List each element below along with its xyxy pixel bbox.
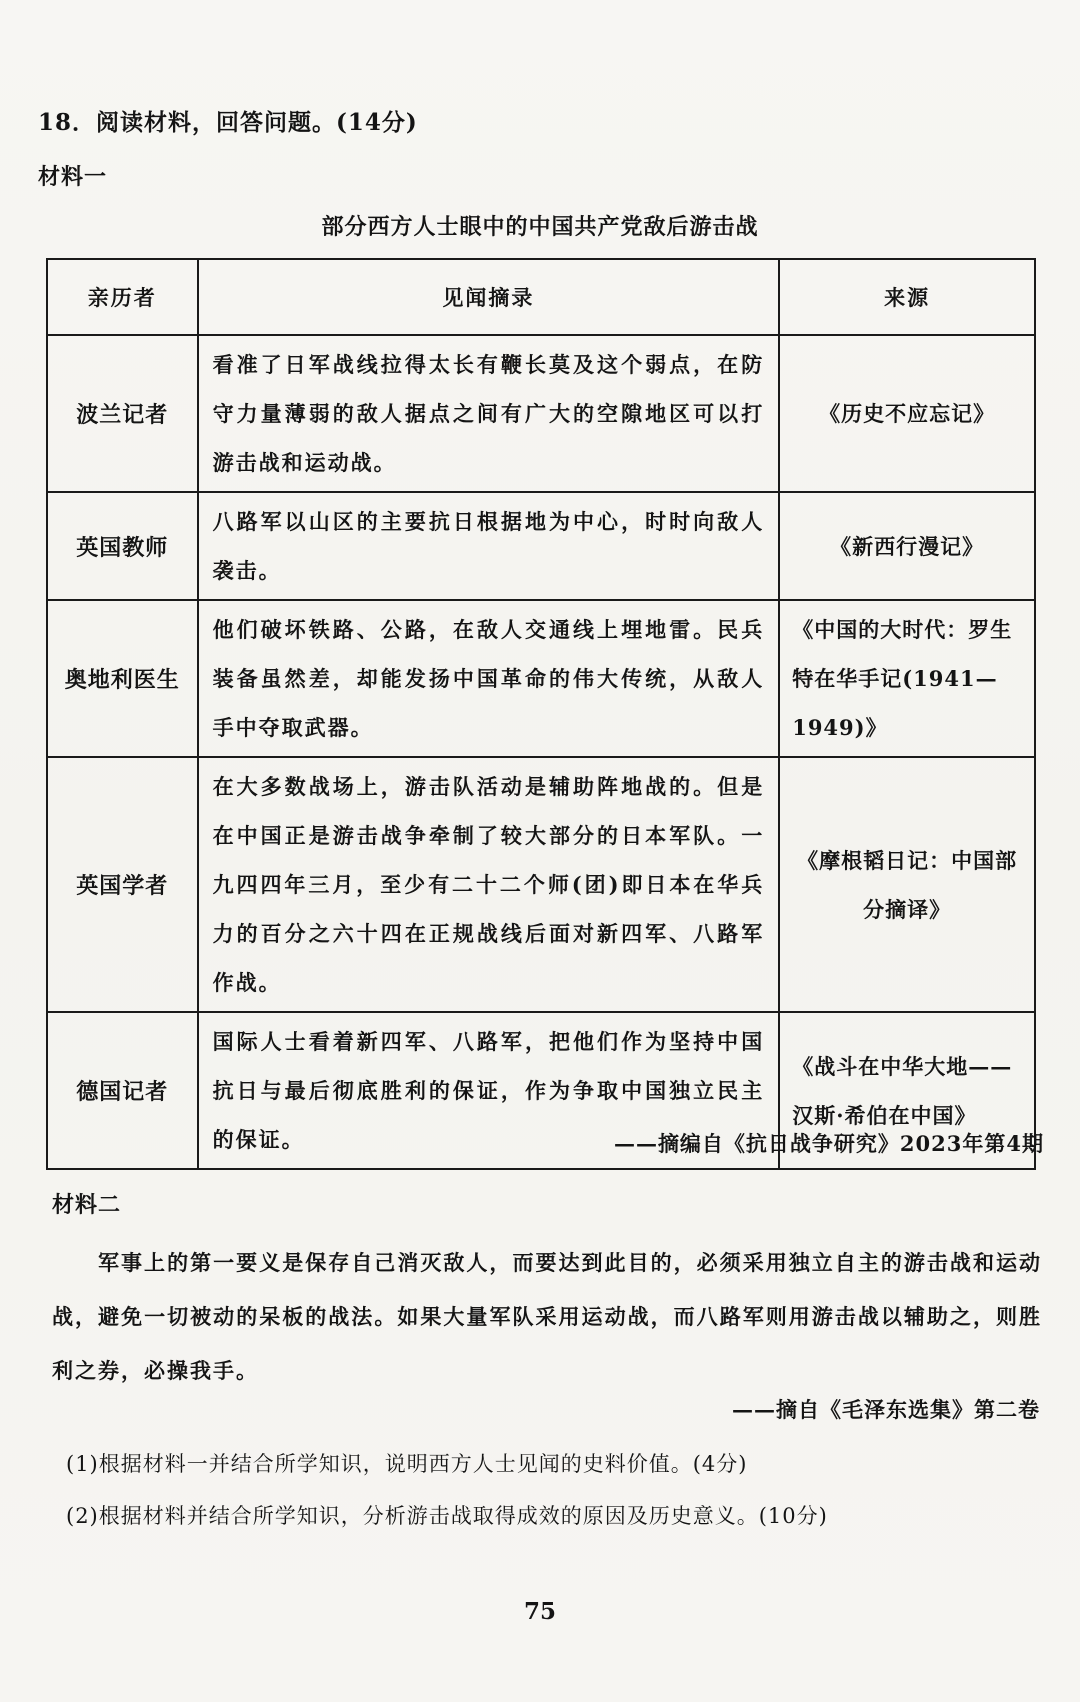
row-source: 《战斗在中华大地——汉斯·希伯在中国》 bbox=[779, 1012, 1035, 1169]
material-one-citation: ——摘编自《抗日战争研究》2023年第4期 bbox=[613, 1131, 1044, 1156]
question-title: 18．阅读材料，回答问题。(14分) bbox=[38, 109, 418, 136]
table-caption: 部分西方人士眼中的中国共产党敌后游击战 bbox=[321, 214, 759, 240]
row-source: 《中国的大时代：罗生特在华手记(1941—1949)》 bbox=[779, 600, 1035, 757]
material-two-citation: ——摘自《毛泽东选集》第二卷 bbox=[732, 1397, 1040, 1422]
row-person: 德国记者 bbox=[47, 1012, 198, 1169]
row-person: 英国教师 bbox=[47, 492, 198, 600]
row-excerpt: 他们破坏铁路、公路，在敌人交通线上埋地雷。民兵装备虽然差，却能发扬中国革命的伟大传统，从敌人手中夺取武器。 bbox=[198, 600, 780, 757]
row-person: 英国学者 bbox=[47, 757, 198, 1012]
row-source: 《新西行漫记》 bbox=[779, 492, 1035, 600]
row-person: 波兰记者 bbox=[47, 335, 198, 492]
material-two-label: 材料二 bbox=[52, 1192, 122, 1218]
table-row bbox=[47, 492, 1035, 600]
row-excerpt: 在大多数战场上，游击队活动是辅助阵地战的。但是在中国正是游击战争牵制了较大部分的日本军队。一九四四年三月，至少有二十二个师(团)即日本在华兵力的百分之六十四在正规战线后面对新四军、八路军作战。 bbox=[198, 757, 780, 1012]
table-row bbox=[47, 600, 1035, 757]
material-two-text: 军事上的第一要义是保存自己消灭敌人，而要达到此目的，必须采用独立自主的游击战和运动战，避免一切被动的呆板的战法。如果大量军队采用运动战，而八路军则用游击战以辅助之，则胜利之券，必操我手。 bbox=[52, 1250, 1042, 1383]
row-excerpt: 八路军以山区的主要抗日根据地为中心，时时向敌人袭击。 bbox=[198, 492, 780, 600]
header-person: 亲历者 bbox=[47, 259, 198, 335]
table-row bbox=[47, 757, 1035, 1012]
witness-table bbox=[46, 258, 1036, 1170]
header-excerpt: 见闻摘录 bbox=[198, 259, 780, 335]
page-number: 75 bbox=[523, 1598, 556, 1625]
row-source: 《历史不应忘记》 bbox=[779, 335, 1035, 492]
row-excerpt: 国际人士看着新四军、八路军，把他们作为坚持中国抗日与最后彻底胜利的保证，作为争取中国独立民主的保证。 bbox=[198, 1012, 780, 1169]
row-person: 奥地利医生 bbox=[47, 600, 198, 757]
sub-question-1: (1)根据材料一并结合所学知识，说明西方人士见闻的史料价值。(4分) bbox=[66, 1452, 748, 1476]
table-row bbox=[47, 335, 1035, 492]
row-excerpt: 看准了日军战线拉得太长有鞭长莫及这个弱点，在防守力量薄弱的敌人据点之间有广大的空隙地区可以打游击战和运动战。 bbox=[198, 335, 780, 492]
sub-question-2: (2)根据材料并结合所学知识，分析游击战取得成效的原因及历史意义。(10分) bbox=[66, 1504, 828, 1528]
header-source: 来源 bbox=[779, 259, 1035, 335]
row-source: 《摩根韬日记：中国部分摘译》 bbox=[779, 757, 1035, 1012]
table-header-row bbox=[47, 259, 1035, 335]
material-one-label: 材料一 bbox=[38, 164, 108, 190]
